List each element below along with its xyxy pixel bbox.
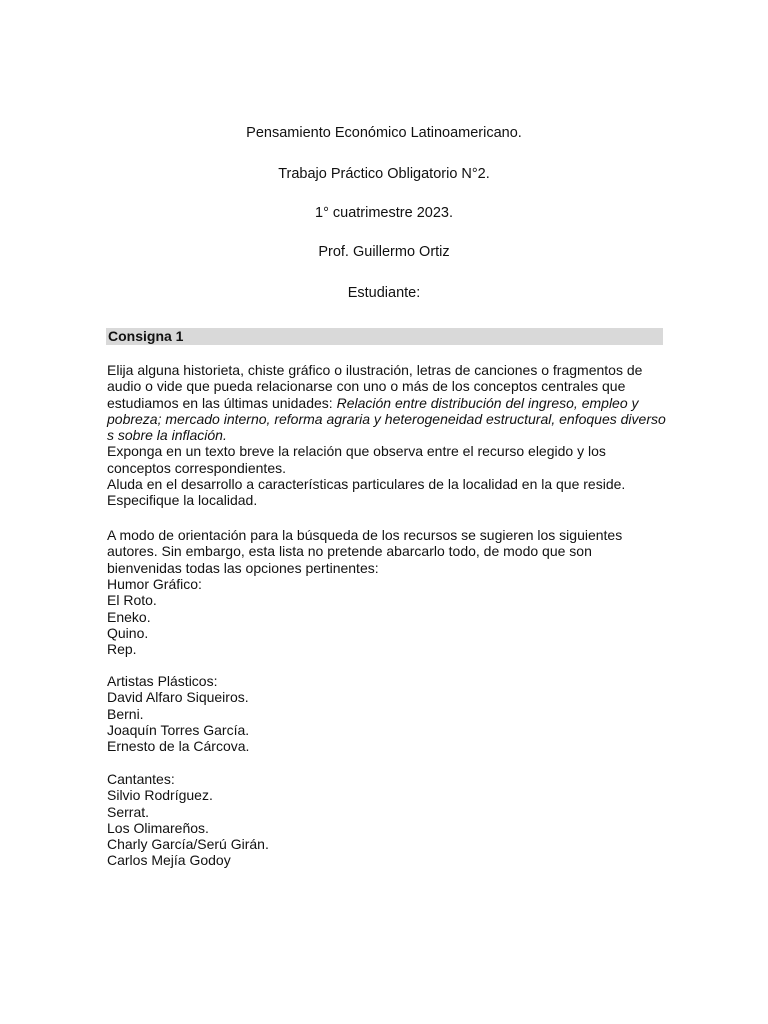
list-item: Serrat.: [107, 803, 150, 820]
instructions-block: [107, 362, 667, 509]
list-heading: Cantantes:: [107, 771, 175, 787]
assignment-title: Trabajo Práctico Obligatorio N°2.: [278, 166, 490, 182]
list-item: Berni.: [107, 705, 144, 722]
list-item: Carlos Mejía Godoy: [107, 852, 231, 869]
artists-list: [107, 673, 249, 754]
list-item: Charly García/Serú Girán.: [107, 836, 269, 853]
orientation-paragraph: A modo de orientación para la búsqueda de los recursos se sugieren los siguientes autores. Sin embargo, esta lista no pretende abarcarlo todo, de modo que son bienvenidas todas las opciones pertinentes:: [107, 527, 623, 576]
list-item: Silvio Rodríguez.: [107, 787, 213, 804]
list-heading: Humor Gráfico:: [107, 576, 202, 592]
student-label: Estudiante:: [347, 285, 421, 301]
list-item: Eneko.: [107, 608, 151, 625]
section-heading-bar: [106, 328, 663, 345]
professor-line: Prof. Guillermo Ortiz: [318, 244, 450, 260]
list-item: Rep.: [107, 641, 137, 658]
list-item: Ernesto de la Cárcova.: [107, 738, 250, 755]
term-line: 1° cuatrimestre 2023.: [315, 205, 453, 221]
section-title: Consigna 1: [108, 328, 184, 344]
singers-list: [107, 771, 269, 869]
instruction-paragraph-1: [107, 362, 667, 443]
instruction-paragraph-3: Aluda en el desarrollo a características particulares de la localidad en la que reside. Especifique la localidad.: [107, 476, 626, 509]
instruction-lead: Elija alguna historieta, chiste gráfico o ilustración, letras de canciones o fragmentos de audio o vide que pueda relacionarse con uno o más de los conceptos centrales que estudiamos en las últimas unidades:: [107, 362, 643, 411]
list-heading: Artistas Plásticos:: [107, 673, 218, 689]
instruction-concepts: Relación entre distribución del ingreso, empleo y pobreza; mercado interno, reforma agraria y heterogeneidad estructural, enfoques diverso s sobre la inflación.: [107, 394, 666, 444]
course-title: Pensamiento Económico Latinoamericano.: [246, 125, 522, 141]
list-item: David Alfaro Siqueiros.: [107, 689, 249, 706]
list-item: Quino.: [107, 624, 149, 641]
list-item: El Roto.: [107, 592, 157, 609]
humor-list: [107, 576, 202, 657]
list-item: Joaquín Torres García.: [107, 721, 250, 738]
instruction-paragraph-2: Exponga en un texto breve la relación que observa entre el recurso elegido y los conceptos correspondientes.: [107, 443, 606, 476]
list-item: Los Olimareños.: [107, 819, 209, 836]
